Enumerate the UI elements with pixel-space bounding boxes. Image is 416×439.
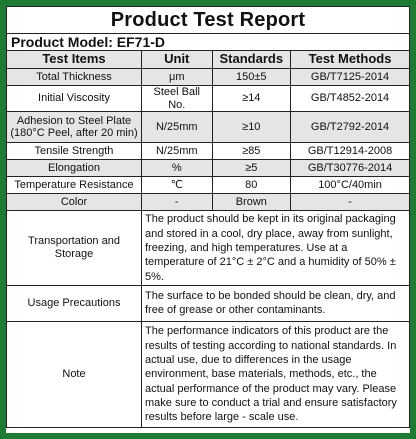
header-test-methods: Test Methods (291, 51, 410, 69)
item-cell: Tensile Strength (7, 143, 142, 160)
item-line-1: Adhesion to Steel Plate (16, 114, 132, 127)
table-row (7, 160, 410, 177)
standard-cell: 80 (212, 177, 291, 194)
unit-cell: N/25mm (142, 112, 213, 143)
report-title: Product Test Report (7, 7, 410, 34)
standard-cell: ≥85 (212, 143, 291, 160)
storage-text: The product should be kept in its original packaging and stored in a cool, dry place, away from sunlight, freezing, and high temperatures. Use at a temperature of 21°C ± 2°C and a humidity of 50% ± 5%. (142, 211, 410, 285)
note-label: Note (7, 321, 142, 427)
standard-cell: ≥5 (212, 160, 291, 177)
unit-cell: ℃ (142, 177, 213, 194)
standard-cell: 150±5 (212, 69, 291, 86)
table-row (7, 177, 410, 194)
method-cell: GB/T12914-2008 (291, 143, 410, 160)
table-row (7, 194, 410, 211)
standard-cell: Brown (212, 194, 291, 211)
standard-cell: ≥10 (212, 112, 291, 143)
storage-label: Transportation and Storage (7, 211, 142, 285)
method-cell: GB/T2792-2014 (291, 112, 410, 143)
item-line-2: (180°C Peel, after 20 min) (10, 127, 138, 140)
header-standards: Standards (212, 51, 291, 69)
item-cell: Temperature Resistance (7, 177, 142, 194)
method-cell: GB/T4852-2014 (291, 86, 410, 112)
table-row (7, 112, 410, 143)
unit-cell: % (142, 160, 213, 177)
precautions-text: The surface to be bonded should be clean, dry, and free of grease or other contaminants. (142, 285, 410, 321)
header-unit: Unit (142, 51, 213, 69)
product-model: Product Model: EF71-D (7, 34, 410, 51)
header-test-items: Test Items (7, 51, 142, 69)
note-row-precautions (7, 285, 410, 321)
note-text: The performance indicators of this product are the results of testing according to national standards. In actual use, due to differences in the usage environment, base materials, methods, etc., the actual performance of the product may vary. Please make sure to conduct a trial and ensure satisfactory results before large - scale use. (142, 321, 410, 427)
unit-cell: Steel Ball No. (142, 86, 213, 112)
item-cell: Elongation (7, 160, 142, 177)
item-cell: Total Thickness (7, 69, 142, 86)
precautions-label: Usage Precautions (7, 285, 142, 321)
table-row (7, 86, 410, 112)
unit-cell: μm (142, 69, 213, 86)
report-sheet (6, 6, 410, 433)
note-row-note (7, 321, 410, 427)
method-cell: GB/T7125-2014 (291, 69, 410, 86)
method-cell: - (291, 194, 410, 211)
item-cell: Initial Viscosity (7, 86, 142, 112)
unit-cell: - (142, 194, 213, 211)
table-row (7, 69, 410, 86)
item-cell: Color (7, 194, 142, 211)
item-cell (7, 112, 142, 143)
standard-cell: ≥14 (212, 86, 291, 112)
table-row (7, 143, 410, 160)
test-report-table (6, 6, 410, 428)
method-cell: 100°C/40min (291, 177, 410, 194)
note-row-storage (7, 211, 410, 285)
method-cell: GB/T30776-2014 (291, 160, 410, 177)
unit-cell: N/25mm (142, 143, 213, 160)
